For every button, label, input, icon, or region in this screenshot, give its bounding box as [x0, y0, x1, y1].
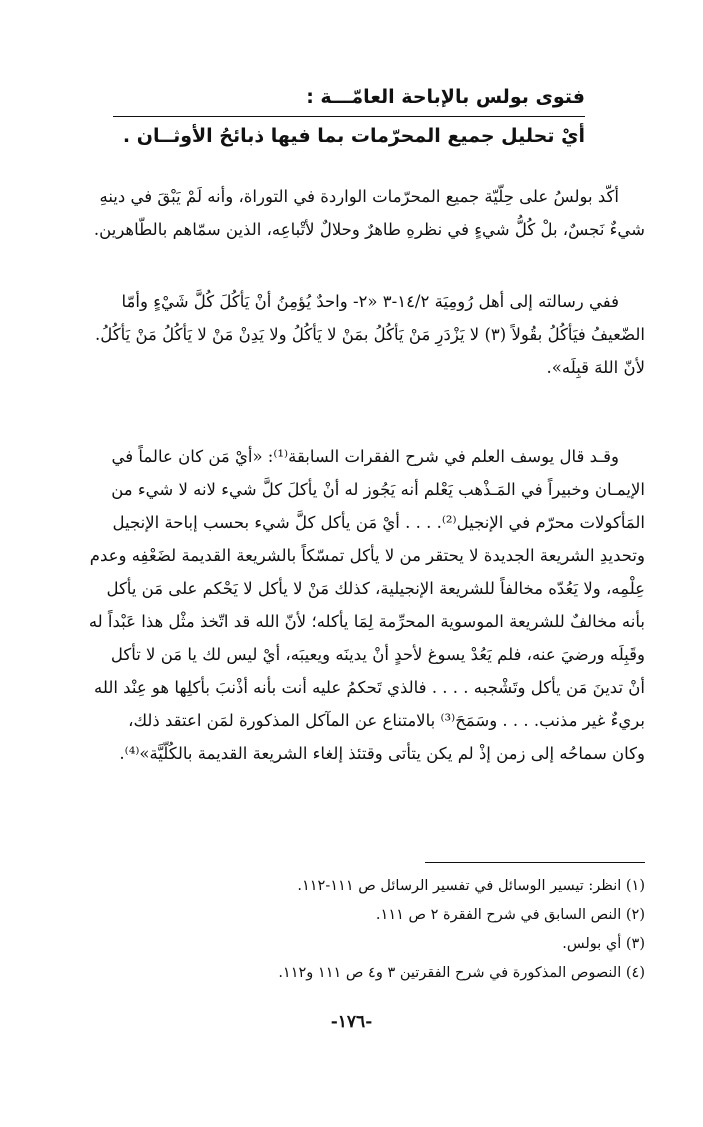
paragraph-line: المَأكولات محرّم في الإنجيل⁽²⁾. . . . أيْ مَن يأكل كلَّ شيء بحسب إباحة الإنجيل	[112, 513, 645, 532]
footnotes	[40, 872, 645, 988]
heading-subtitle: أيْ تحليل جميع المحرّمات بما فيها ذبائحُ الأوثــان .	[122, 125, 585, 147]
paragraph-line: عِلْمِه، ولا يَعُدّه مخالفاً للشريعة الإنجيلية، كذلك مَنْ لا يأكل لا يَحْكم على مَن يأكل	[106, 579, 645, 598]
paragraph-line: وتحديدِ الشريعة الجديدة لا يحتقر من لا يأكل تمسّكاً بالشريعة القديمة لضَعْفِه وعدم	[89, 546, 645, 565]
paragraph-line: وقـد قال يوسف العلم في شرح الفقرات السابقة⁽¹⁾: «أيْ مَن كان عالماً في	[111, 447, 619, 466]
paragraph-line: لأنّ اللهَ قبِلَه».	[546, 358, 645, 377]
paragraph-2	[40, 285, 645, 384]
footnote: (٣) أي بولس.	[562, 936, 645, 952]
paragraph-line: أنْ تدينَ مَن يأكل وتَشْجبه . . . . فالذي تَحكمُ عليه أنت بأنه أذْنبَ بأكلِها هو عِنْد الله	[94, 678, 645, 697]
paragraph-line: وقَبِلَه ورضيَ عنه، فلم يَعُدْ يسوغ لأحدٍ أنْ يدينَه ويعيبَه، أيْ ليس لك يا مَن لا تأكل	[110, 645, 645, 664]
paragraph-line: ففي رسالته إلى أهل رُومِيَة ١٤/٢-٣ «٢- واحدٌ يُؤمِنُ أنْ يَأكُلَ كُلَّ شَيْءٍ وأمّا	[121, 292, 619, 311]
footnote-divider	[425, 862, 645, 863]
heading-title: فتوى بولس بالإباحة العامّـــة :	[306, 86, 585, 108]
paragraph-3	[40, 440, 645, 770]
footnote: (٢) النص السابق في شرح الفقرة ٢ ص ١١١.	[375, 907, 645, 923]
paragraph-line: أكّد بولسُ على حِلّيّة جميع المحرّمات الواردة في التوراة، وأنه لَمْ يَبْقَ في دينهِ	[99, 187, 619, 206]
paragraph-line: بريءٌ غير مذنب. . . . وسَمَحَ⁽³⁾ بالامتناع عن المآكل المذكورة لمَن اعتقد ذلك،	[128, 711, 645, 730]
section-heading	[105, 80, 585, 153]
paragraph-1	[40, 180, 645, 246]
paragraph-line: شيءٌ نَجسٌ، بلْ كُلُّ شيءٍ في نظرهِ طاهرٌ وحلالٌ لأتْباعِه، الذين سمّاهم بالطّاهرين.	[93, 220, 645, 239]
page-number: -١٧٦-	[330, 1012, 373, 1032]
heading-divider	[113, 116, 585, 117]
paragraph-line: بأنه مخالفٌ للشريعة الموسوية المحرِّمة لِمَا يأكله؛ لأنّ الله قد اتّخذ مثْل هذا عَبْداً له	[88, 612, 645, 631]
footnote: (٤) النصوص المذكورة في شرح الفقرتين ٣ و٤ ص ١١١ و١١٢.	[278, 965, 645, 981]
paragraph-line: الإيمـان وخبيراً في المَـذْهب يَعْلم أنه يَجُوز له أنْ يأكلَ كلَّ شيء لانه لا شيء من	[111, 480, 645, 499]
footnote: (١) انظر: تيسير الوسائل في تفسير الرسائل ص ١١١-١١٢.	[297, 878, 645, 894]
paragraph-line: وكان سماحُه إلى زمن إذْ لم يكن يتأتى وقتئذ إلغاء الشريعة القديمة بالكُلّيَّة»⁽⁴⁾.	[119, 744, 645, 763]
paragraph-line: الضّعيفُ فيَأكُلُ بقُولاً (٣) لا يَزْدَرِ مَنْ يَأكُلُ بمَنْ لا يَأكُلُ ولا يَدِنْ مَنْ لا يَأكُلُ مَنْ يَأكُلُ.	[95, 325, 645, 344]
